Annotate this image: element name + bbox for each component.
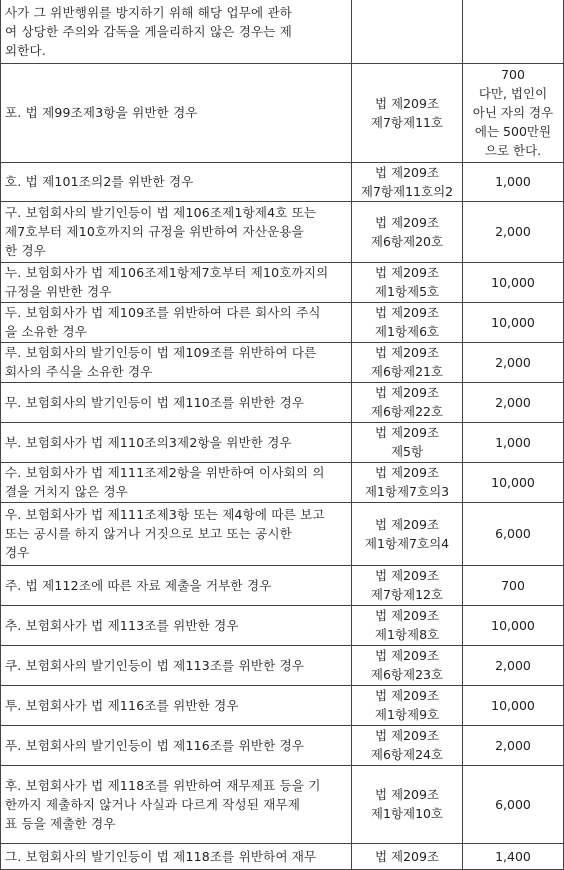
table-row [1, 302, 564, 342]
fine-amount: 2,000 [463, 645, 564, 685]
table-row [1, 63, 564, 162]
violation-description: 수. 보험회사가 법 제111조제2항을 위반하여 이사회의 의 결을 거치지 않은 경우 [1, 462, 352, 502]
legal-basis: 법 제209조 제1항제7호의4 [352, 502, 463, 565]
violation-description: 후. 보험회사가 법 제118조를 위반하여 재무제표 등을 기 한까지 제출하지 않거나 사실과 다르게 작성된 재무제 표 등을 제출한 경우 [1, 765, 352, 843]
violation-description: 추. 보험회사가 법 제113조를 위반한 경우 [1, 605, 352, 645]
violation-description: 쿠. 보험회사의 발기인등이 법 제113조를 위반한 경우 [1, 645, 352, 685]
violation-description: 그. 보험회사의 발기인등이 법 제118조를 위반하여 재무 [1, 843, 352, 869]
legal-basis: 법 제209조 제6항제21호 [352, 342, 463, 382]
fine-amount: 10,000 [463, 462, 564, 502]
table-row [1, 685, 564, 725]
violation-description: 부. 보험회사가 법 제110조의3제2항을 위반한 경우 [1, 422, 352, 462]
legal-basis: 법 제209조 제1항제7호의3 [352, 462, 463, 502]
fine-amount: 1,400 [463, 843, 564, 869]
violation-description: 누. 보험회사가 법 제106조제1항제7호부터 제10호까지의 규정을 위반한 경우 [1, 262, 352, 302]
table-row [1, 342, 564, 382]
legal-basis: 법 제209조 제1항제8호 [352, 605, 463, 645]
violation-description: 주. 법 제112조에 따른 자료 제출을 거부한 경우 [1, 565, 352, 605]
violation-description: 사가 그 위반행위를 방지하기 위해 해당 업무에 관하 여 상당한 주의와 감독을 게을리하지 않은 경우는 제 외한다. [1, 0, 352, 63]
legal-basis: 법 제209조 제1항제10호 [352, 765, 463, 843]
legal-basis: 법 제209조 제1항제9호 [352, 685, 463, 725]
fine-amount: 2,000 [463, 342, 564, 382]
violation-description: 루. 보험회사의 발기인등이 법 제109조를 위반하여 다른 회사의 주식을 소유한 경우 [1, 342, 352, 382]
violation-description: 푸. 보험회사의 발기인등이 법 제116조를 위반한 경우 [1, 725, 352, 765]
table-row [1, 262, 564, 302]
legal-basis: 법 제209조 제7항제12호 [352, 565, 463, 605]
fine-amount: 2,000 [463, 725, 564, 765]
fine-amount [463, 0, 564, 63]
table-row [1, 843, 564, 869]
legal-basis [352, 0, 463, 63]
fine-amount: 10,000 [463, 685, 564, 725]
violation-description: 호. 법 제101조의2를 위반한 경우 [1, 162, 352, 201]
table-row [1, 462, 564, 502]
fine-amount: 2,000 [463, 201, 564, 262]
fine-amount: 6,000 [463, 502, 564, 565]
table-row [1, 565, 564, 605]
violation-description: 포. 법 제99조제3항을 위반한 경우 [1, 63, 352, 162]
table-row [1, 0, 564, 63]
fine-amount: 6,000 [463, 765, 564, 843]
fine-amount: 700 [463, 565, 564, 605]
table-row [1, 605, 564, 645]
table-row [1, 645, 564, 685]
fine-amount: 700 다만, 법인이 아닌 자의 경우 에는 500만원 으로 한다. [463, 63, 564, 162]
table-row [1, 725, 564, 765]
violation-description: 무. 보험회사의 발기인등이 법 제110조를 위반한 경우 [1, 382, 352, 422]
legal-basis: 법 제209조 제6항제23호 [352, 645, 463, 685]
legal-basis: 법 제209조 제1항제5호 [352, 262, 463, 302]
penalty-table-body [1, 0, 564, 869]
legal-basis: 법 제209조 [352, 843, 463, 869]
violation-description: 투. 보험회사가 법 제116조를 위반한 경우 [1, 685, 352, 725]
fine-amount: 1,000 [463, 162, 564, 201]
violation-description: 우. 보험회사가 법 제111조제3항 또는 제4항에 따른 보고 또는 공시를 하지 않거나 거짓으로 보고 또는 공시한 경우 [1, 502, 352, 565]
legal-basis: 법 제209조 제6항제24호 [352, 725, 463, 765]
fine-amount: 2,000 [463, 382, 564, 422]
legal-basis: 법 제209조 제7항제11호 [352, 63, 463, 162]
table-row [1, 382, 564, 422]
table-row [1, 765, 564, 843]
legal-basis: 법 제209조 제1항제6호 [352, 302, 463, 342]
legal-basis: 법 제209조 제7항제11호의2 [352, 162, 463, 201]
fine-amount: 10,000 [463, 262, 564, 302]
table-row [1, 201, 564, 262]
legal-basis: 법 제209조 제6항제22호 [352, 382, 463, 422]
legal-basis: 법 제209조 제6항제20호 [352, 201, 463, 262]
fine-amount: 10,000 [463, 605, 564, 645]
fine-amount: 1,000 [463, 422, 564, 462]
legal-basis: 법 제209조 제5항 [352, 422, 463, 462]
table-row [1, 162, 564, 201]
violation-description: 두. 보험회사가 법 제109조를 위반하여 다른 회사의 주식 을 소유한 경우 [1, 302, 352, 342]
table-row [1, 502, 564, 565]
violation-description: 구. 보험회사의 발기인등이 법 제106조제1항제4호 또는 제7호부터 제10호까지의 규정을 위반하여 자산운용을 한 경우 [1, 201, 352, 262]
table-row [1, 422, 564, 462]
fine-amount: 10,000 [463, 302, 564, 342]
